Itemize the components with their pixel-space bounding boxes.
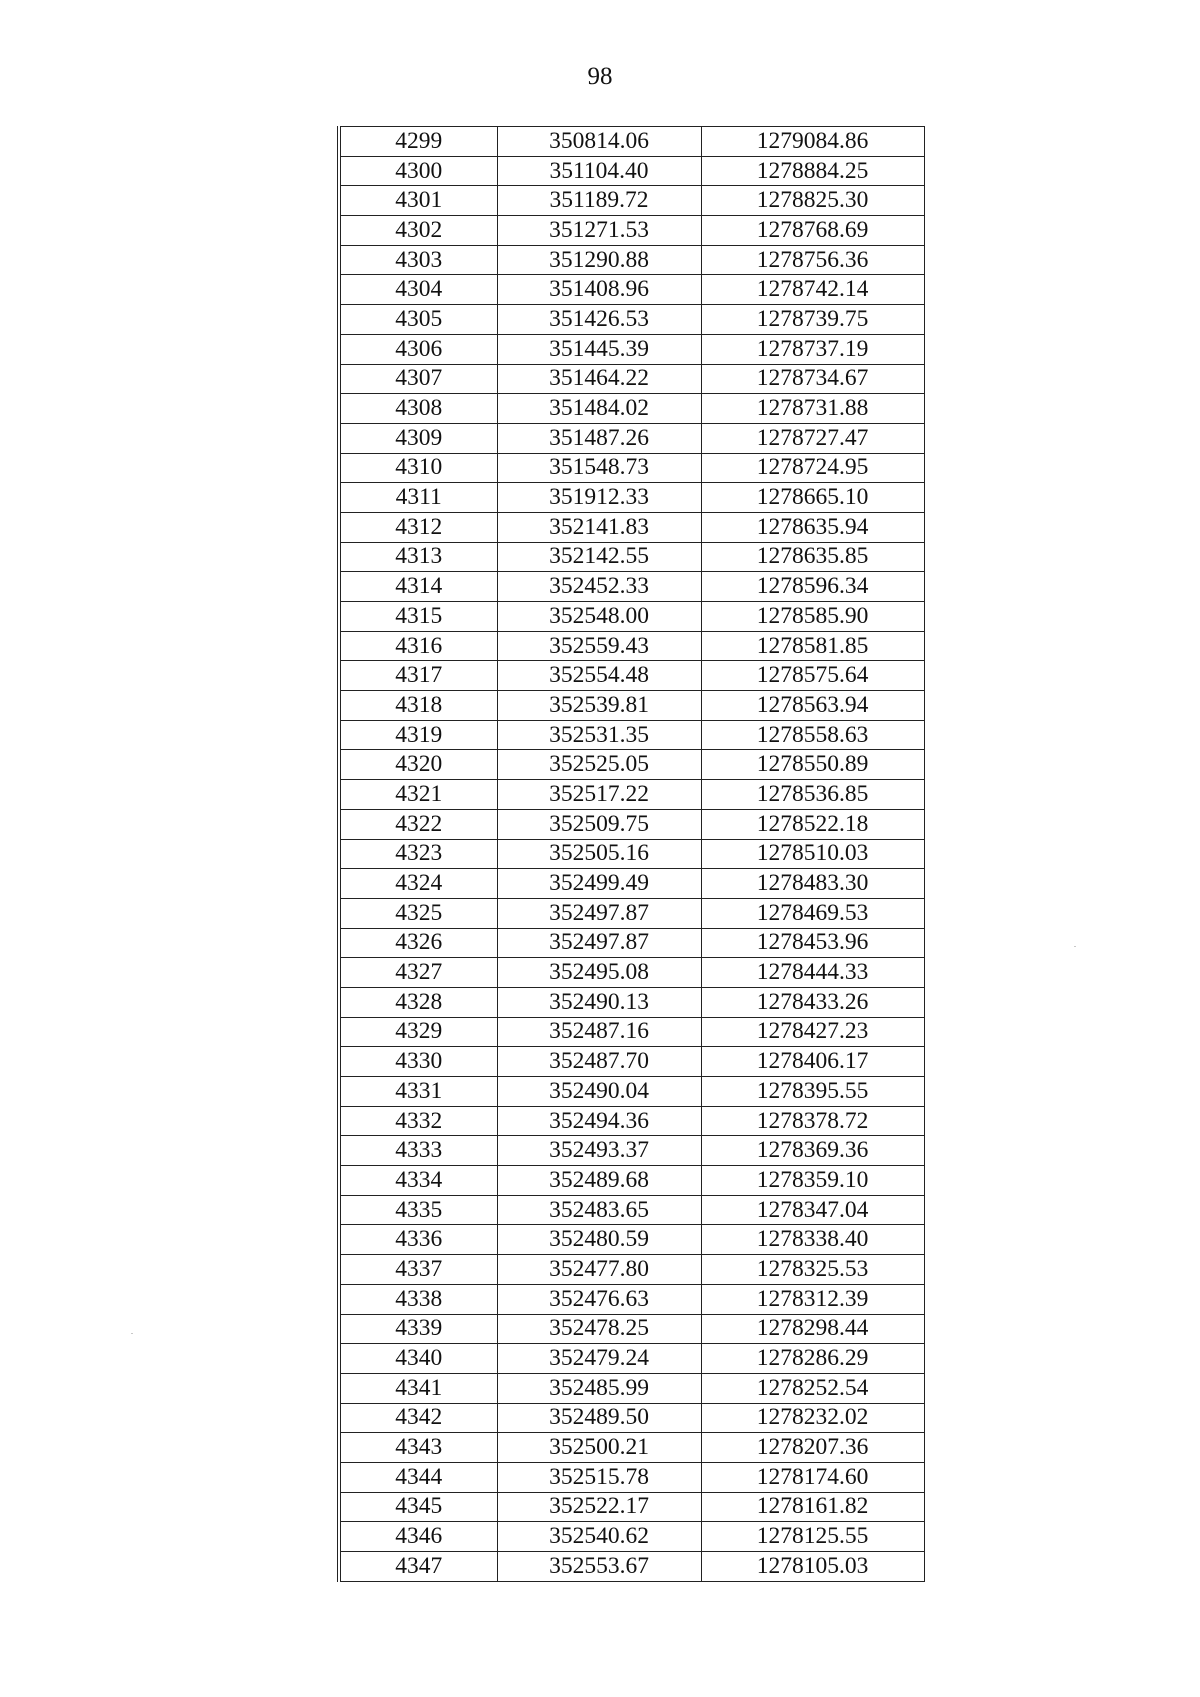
x-coordinate-cell: 352517.22 <box>497 780 701 810</box>
y-coordinate-cell: 1278312.39 <box>701 1284 924 1314</box>
point-number-cell: 4339 <box>339 1314 497 1344</box>
point-number-cell: 4317 <box>339 661 497 691</box>
table-row <box>339 1106 924 1136</box>
x-coordinate-cell: 352490.04 <box>497 1077 701 1107</box>
point-number-cell: 4325 <box>339 898 497 928</box>
scan-speck <box>131 1333 133 1334</box>
x-coordinate-cell: 352531.35 <box>497 720 701 750</box>
point-number-cell: 4322 <box>339 809 497 839</box>
x-coordinate-cell: 351484.02 <box>497 394 701 424</box>
table-row <box>339 394 924 424</box>
coordinates-table <box>337 126 925 1582</box>
table-row <box>339 1047 924 1077</box>
table-row <box>339 1136 924 1166</box>
x-coordinate-cell: 351487.26 <box>497 423 701 453</box>
y-coordinate-cell: 1278575.64 <box>701 661 924 691</box>
point-number-cell: 4319 <box>339 720 497 750</box>
table-row <box>339 1284 924 1314</box>
y-coordinate-cell: 1278550.89 <box>701 750 924 780</box>
point-number-cell: 4308 <box>339 394 497 424</box>
point-number-cell: 4299 <box>339 127 497 157</box>
x-coordinate-cell: 352494.36 <box>497 1106 701 1136</box>
table-row <box>339 720 924 750</box>
y-coordinate-cell: 1278105.03 <box>701 1552 924 1582</box>
table-row <box>339 1373 924 1403</box>
y-coordinate-cell: 1278427.23 <box>701 1017 924 1047</box>
x-coordinate-cell: 352540.62 <box>497 1522 701 1552</box>
x-coordinate-cell: 352142.55 <box>497 542 701 572</box>
y-coordinate-cell: 1278406.17 <box>701 1047 924 1077</box>
y-coordinate-cell: 1278252.54 <box>701 1373 924 1403</box>
table-row <box>339 839 924 869</box>
y-coordinate-cell: 1278207.36 <box>701 1433 924 1463</box>
table-row <box>339 869 924 899</box>
point-number-cell: 4313 <box>339 542 497 572</box>
table-row <box>339 1344 924 1374</box>
x-coordinate-cell: 352487.16 <box>497 1017 701 1047</box>
x-coordinate-cell: 352489.50 <box>497 1403 701 1433</box>
point-number-cell: 4334 <box>339 1166 497 1196</box>
table-row <box>339 958 924 988</box>
y-coordinate-cell: 1278338.40 <box>701 1225 924 1255</box>
y-coordinate-cell: 1278742.14 <box>701 275 924 305</box>
x-coordinate-cell: 352554.48 <box>497 661 701 691</box>
x-coordinate-cell: 352478.25 <box>497 1314 701 1344</box>
table-row <box>339 453 924 483</box>
table-row <box>339 631 924 661</box>
y-coordinate-cell: 1279084.86 <box>701 127 924 157</box>
x-coordinate-cell: 352480.59 <box>497 1225 701 1255</box>
y-coordinate-cell: 1278727.47 <box>701 423 924 453</box>
point-number-cell: 4332 <box>339 1106 497 1136</box>
y-coordinate-cell: 1278359.10 <box>701 1166 924 1196</box>
x-coordinate-cell: 352452.33 <box>497 572 701 602</box>
point-number-cell: 4331 <box>339 1077 497 1107</box>
x-coordinate-cell: 351548.73 <box>497 453 701 483</box>
y-coordinate-cell: 1278665.10 <box>701 483 924 513</box>
x-coordinate-cell: 352493.37 <box>497 1136 701 1166</box>
point-number-cell: 4323 <box>339 839 497 869</box>
point-number-cell: 4306 <box>339 334 497 364</box>
point-number-cell: 4312 <box>339 512 497 542</box>
point-number-cell: 4318 <box>339 691 497 721</box>
x-coordinate-cell: 351426.53 <box>497 305 701 335</box>
table-row <box>339 156 924 186</box>
y-coordinate-cell: 1278161.82 <box>701 1492 924 1522</box>
table-row <box>339 572 924 602</box>
table-row <box>339 1077 924 1107</box>
point-number-cell: 4305 <box>339 305 497 335</box>
table-row <box>339 602 924 632</box>
table-row <box>339 1403 924 1433</box>
y-coordinate-cell: 1278378.72 <box>701 1106 924 1136</box>
point-number-cell: 4316 <box>339 631 497 661</box>
x-coordinate-cell: 352479.24 <box>497 1344 701 1374</box>
table-row <box>339 1433 924 1463</box>
x-coordinate-cell: 352495.08 <box>497 958 701 988</box>
y-coordinate-cell: 1278510.03 <box>701 839 924 869</box>
x-coordinate-cell: 352559.43 <box>497 631 701 661</box>
y-coordinate-cell: 1278347.04 <box>701 1195 924 1225</box>
point-number-cell: 4333 <box>339 1136 497 1166</box>
y-coordinate-cell: 1278581.85 <box>701 631 924 661</box>
x-coordinate-cell: 352525.05 <box>497 750 701 780</box>
point-number-cell: 4315 <box>339 602 497 632</box>
point-number-cell: 4340 <box>339 1344 497 1374</box>
x-coordinate-cell: 352489.68 <box>497 1166 701 1196</box>
x-coordinate-cell: 351104.40 <box>497 156 701 186</box>
table-row <box>339 809 924 839</box>
y-coordinate-cell: 1278563.94 <box>701 691 924 721</box>
point-number-cell: 4301 <box>339 186 497 216</box>
y-coordinate-cell: 1278174.60 <box>701 1462 924 1492</box>
x-coordinate-cell: 352490.13 <box>497 987 701 1017</box>
point-number-cell: 4309 <box>339 423 497 453</box>
table-row <box>339 186 924 216</box>
table-row <box>339 483 924 513</box>
x-coordinate-cell: 352553.67 <box>497 1552 701 1582</box>
x-coordinate-cell: 352497.87 <box>497 928 701 958</box>
y-coordinate-cell: 1278453.96 <box>701 928 924 958</box>
table-row <box>339 1314 924 1344</box>
y-coordinate-cell: 1278884.25 <box>701 156 924 186</box>
y-coordinate-cell: 1278298.44 <box>701 1314 924 1344</box>
table-row <box>339 334 924 364</box>
point-number-cell: 4330 <box>339 1047 497 1077</box>
y-coordinate-cell: 1278483.30 <box>701 869 924 899</box>
coordinates-table-body <box>339 127 924 1582</box>
x-coordinate-cell: 350814.06 <box>497 127 701 157</box>
y-coordinate-cell: 1278596.34 <box>701 572 924 602</box>
x-coordinate-cell: 352497.87 <box>497 898 701 928</box>
y-coordinate-cell: 1278125.55 <box>701 1522 924 1552</box>
y-coordinate-cell: 1278585.90 <box>701 602 924 632</box>
x-coordinate-cell: 352509.75 <box>497 809 701 839</box>
y-coordinate-cell: 1278734.67 <box>701 364 924 394</box>
y-coordinate-cell: 1278522.18 <box>701 809 924 839</box>
y-coordinate-cell: 1278756.36 <box>701 245 924 275</box>
table-row <box>339 691 924 721</box>
x-coordinate-cell: 352515.78 <box>497 1462 701 1492</box>
point-number-cell: 4327 <box>339 958 497 988</box>
x-coordinate-cell: 351408.96 <box>497 275 701 305</box>
x-coordinate-cell: 352476.63 <box>497 1284 701 1314</box>
table-row <box>339 127 924 157</box>
y-coordinate-cell: 1278286.29 <box>701 1344 924 1374</box>
point-number-cell: 4335 <box>339 1195 497 1225</box>
point-number-cell: 4338 <box>339 1284 497 1314</box>
table-row <box>339 928 924 958</box>
x-coordinate-cell: 351271.53 <box>497 216 701 246</box>
point-number-cell: 4307 <box>339 364 497 394</box>
y-coordinate-cell: 1278635.94 <box>701 512 924 542</box>
table-row <box>339 1552 924 1582</box>
y-coordinate-cell: 1278635.85 <box>701 542 924 572</box>
point-number-cell: 4347 <box>339 1552 497 1582</box>
point-number-cell: 4336 <box>339 1225 497 1255</box>
point-number-cell: 4311 <box>339 483 497 513</box>
y-coordinate-cell: 1278536.85 <box>701 780 924 810</box>
y-coordinate-cell: 1278395.55 <box>701 1077 924 1107</box>
y-coordinate-cell: 1278469.53 <box>701 898 924 928</box>
point-number-cell: 4310 <box>339 453 497 483</box>
x-coordinate-cell: 352539.81 <box>497 691 701 721</box>
y-coordinate-cell: 1278731.88 <box>701 394 924 424</box>
x-coordinate-cell: 351189.72 <box>497 186 701 216</box>
point-number-cell: 4328 <box>339 987 497 1017</box>
y-coordinate-cell: 1278739.75 <box>701 305 924 335</box>
table-row <box>339 1225 924 1255</box>
table-row <box>339 275 924 305</box>
x-coordinate-cell: 352477.80 <box>497 1255 701 1285</box>
x-coordinate-cell: 352500.21 <box>497 1433 701 1463</box>
x-coordinate-cell: 352522.17 <box>497 1492 701 1522</box>
x-coordinate-cell: 352485.99 <box>497 1373 701 1403</box>
y-coordinate-cell: 1278325.53 <box>701 1255 924 1285</box>
table-row <box>339 245 924 275</box>
point-number-cell: 4337 <box>339 1255 497 1285</box>
x-coordinate-cell: 351445.39 <box>497 334 701 364</box>
table-row <box>339 898 924 928</box>
point-number-cell: 4345 <box>339 1492 497 1522</box>
y-coordinate-cell: 1278737.19 <box>701 334 924 364</box>
y-coordinate-cell: 1278433.26 <box>701 987 924 1017</box>
x-coordinate-cell: 351464.22 <box>497 364 701 394</box>
table-row <box>339 216 924 246</box>
table-row <box>339 1195 924 1225</box>
point-number-cell: 4302 <box>339 216 497 246</box>
x-coordinate-cell: 352487.70 <box>497 1047 701 1077</box>
x-coordinate-cell: 351912.33 <box>497 483 701 513</box>
x-coordinate-cell: 352141.83 <box>497 512 701 542</box>
table-row <box>339 661 924 691</box>
point-number-cell: 4344 <box>339 1462 497 1492</box>
point-number-cell: 4341 <box>339 1373 497 1403</box>
point-number-cell: 4346 <box>339 1522 497 1552</box>
y-coordinate-cell: 1278232.02 <box>701 1403 924 1433</box>
y-coordinate-cell: 1278558.63 <box>701 720 924 750</box>
table-row <box>339 987 924 1017</box>
table-row <box>339 542 924 572</box>
point-number-cell: 4300 <box>339 156 497 186</box>
table-row <box>339 1166 924 1196</box>
y-coordinate-cell: 1278369.36 <box>701 1136 924 1166</box>
table-row <box>339 1462 924 1492</box>
table-row <box>339 1492 924 1522</box>
x-coordinate-cell: 352548.00 <box>497 602 701 632</box>
x-coordinate-cell: 352499.49 <box>497 869 701 899</box>
x-coordinate-cell: 352483.65 <box>497 1195 701 1225</box>
table-row <box>339 512 924 542</box>
point-number-cell: 4321 <box>339 780 497 810</box>
y-coordinate-cell: 1278444.33 <box>701 958 924 988</box>
y-coordinate-cell: 1278768.69 <box>701 216 924 246</box>
table-row <box>339 1017 924 1047</box>
table-row <box>339 1522 924 1552</box>
point-number-cell: 4326 <box>339 928 497 958</box>
point-number-cell: 4329 <box>339 1017 497 1047</box>
point-number-cell: 4303 <box>339 245 497 275</box>
table-row <box>339 364 924 394</box>
point-number-cell: 4304 <box>339 275 497 305</box>
y-coordinate-cell: 1278724.95 <box>701 453 924 483</box>
scan-speck <box>1074 946 1076 947</box>
table-row <box>339 305 924 335</box>
page-number: 98 <box>587 63 613 90</box>
table-row <box>339 1255 924 1285</box>
table-row <box>339 423 924 453</box>
point-number-cell: 4342 <box>339 1403 497 1433</box>
point-number-cell: 4320 <box>339 750 497 780</box>
x-coordinate-cell: 352505.16 <box>497 839 701 869</box>
x-coordinate-cell: 351290.88 <box>497 245 701 275</box>
y-coordinate-cell: 1278825.30 <box>701 186 924 216</box>
point-number-cell: 4324 <box>339 869 497 899</box>
point-number-cell: 4343 <box>339 1433 497 1463</box>
point-number-cell: 4314 <box>339 572 497 602</box>
table-row <box>339 750 924 780</box>
table-row <box>339 780 924 810</box>
